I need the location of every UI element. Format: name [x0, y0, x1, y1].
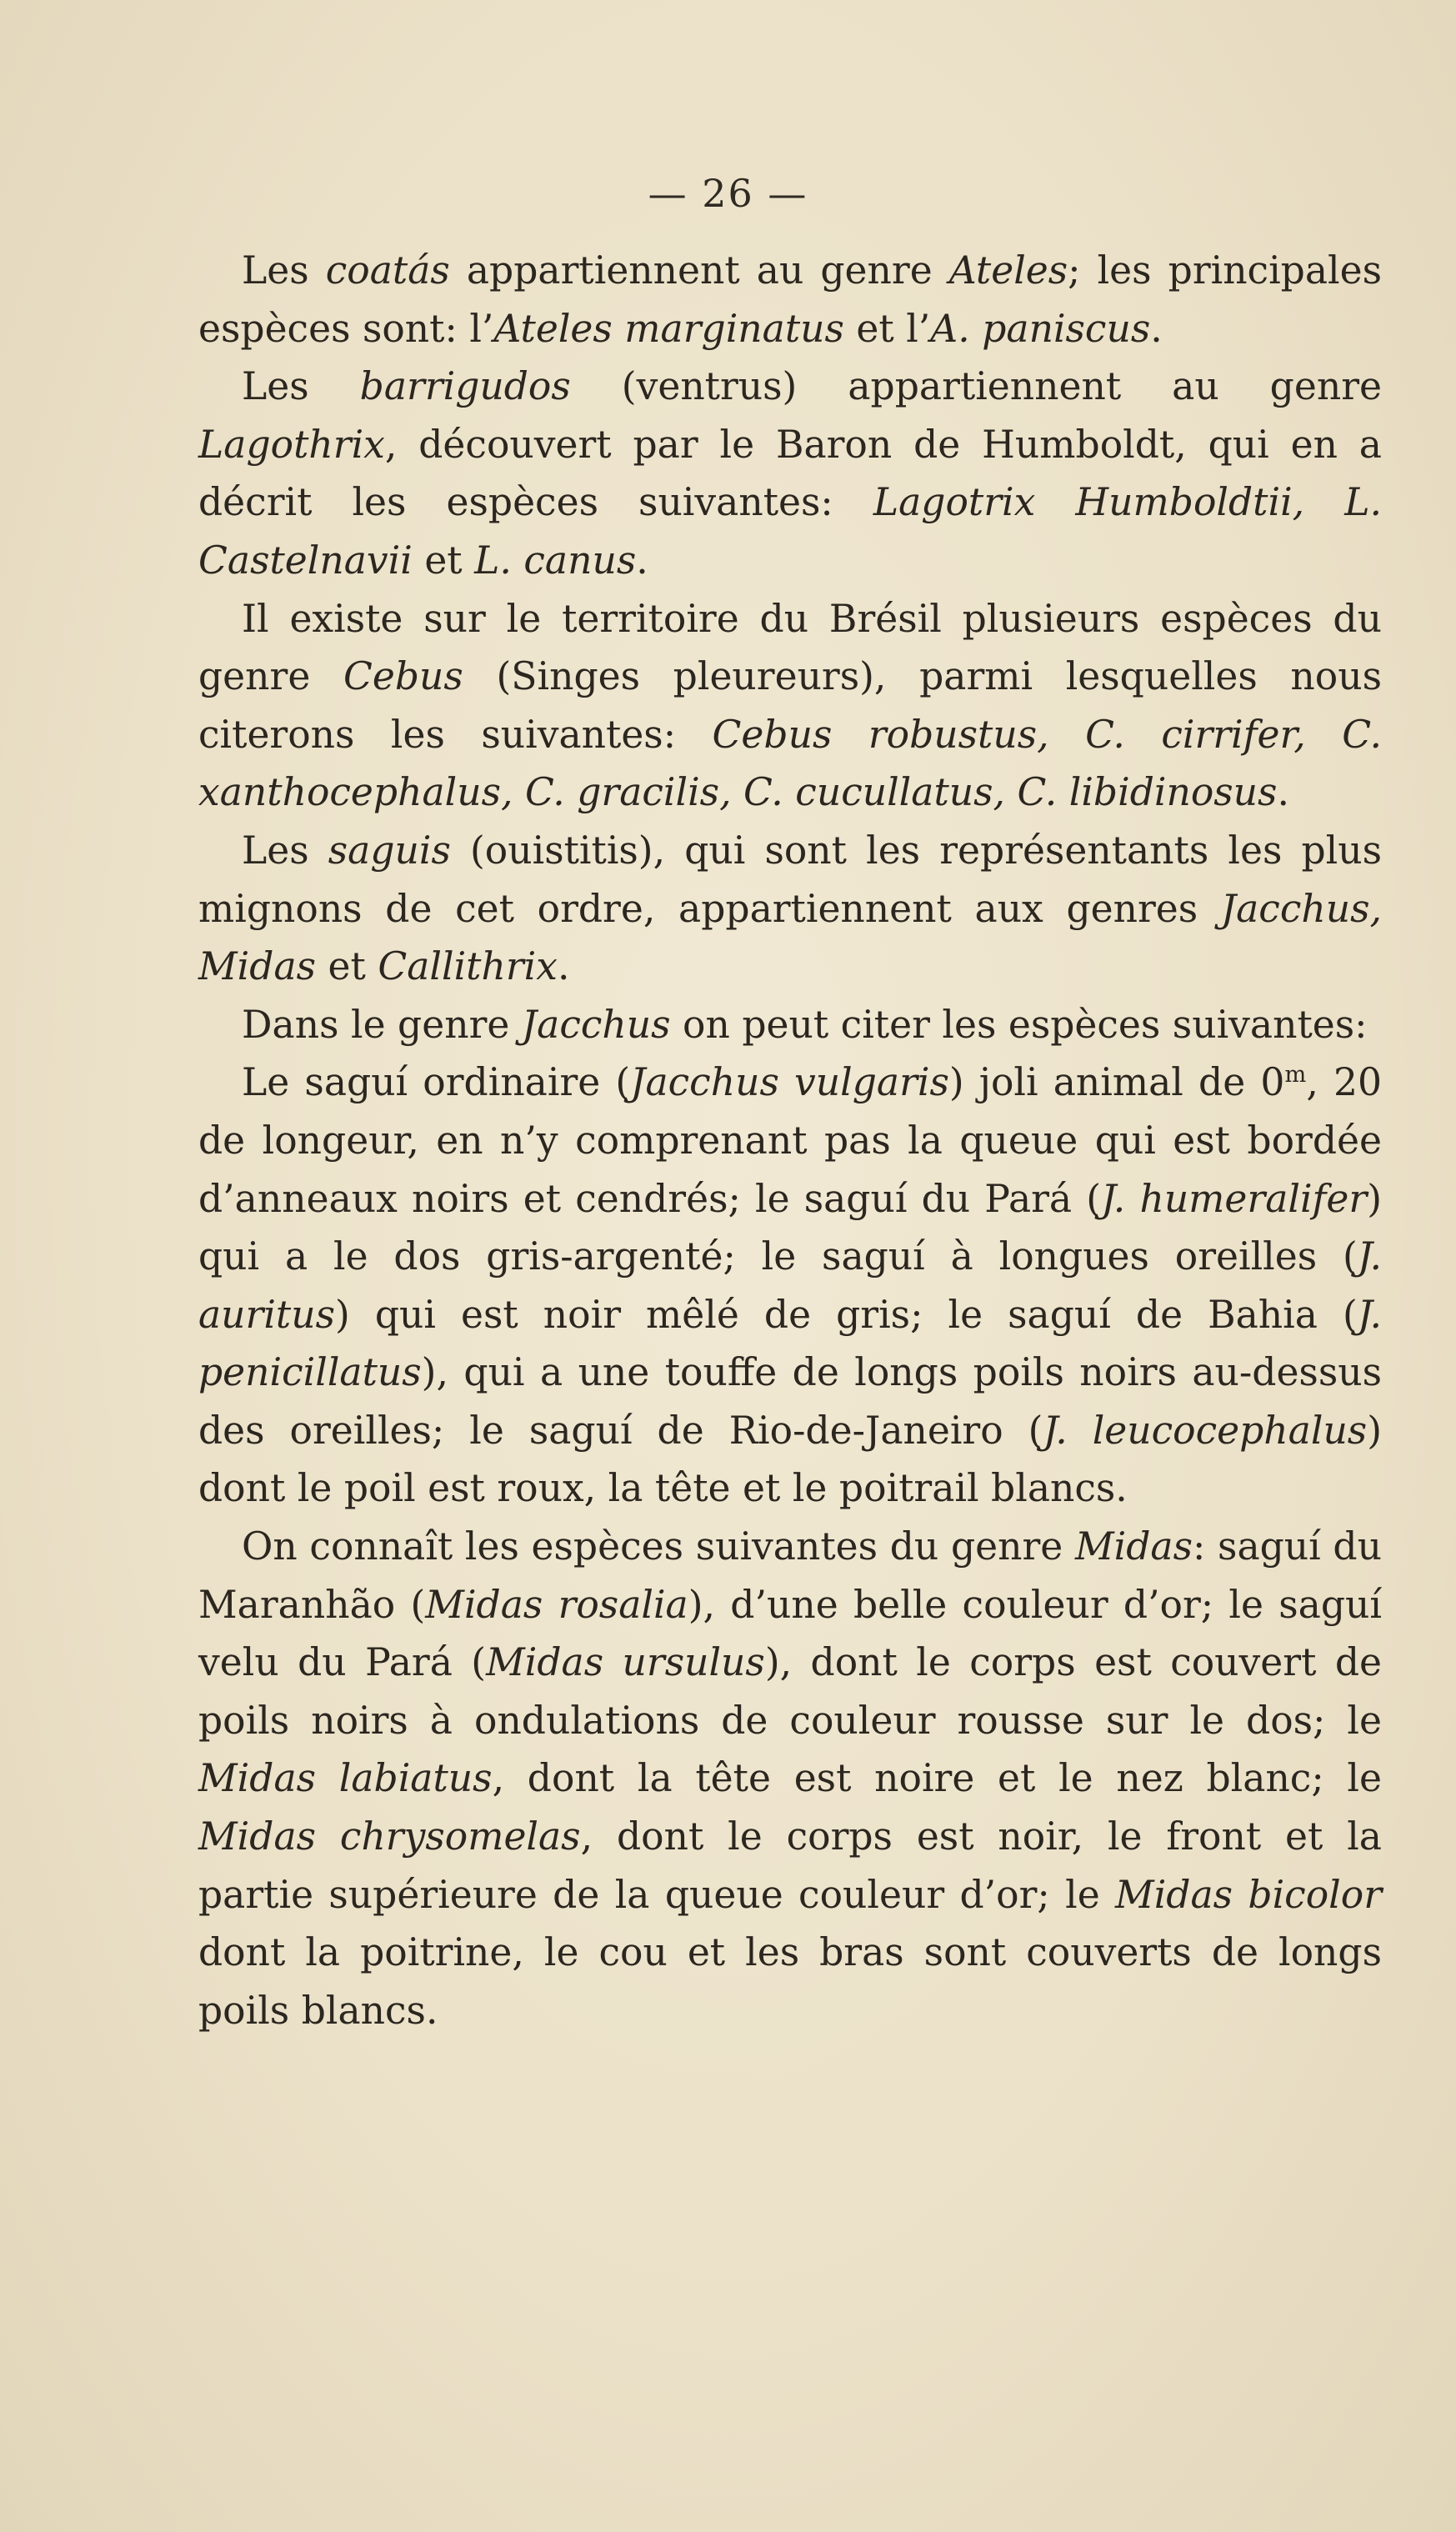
page-body-text	[198, 242, 1382, 2039]
text-run: ) qui est noir mêlé de gris; le saguí de Bahia (	[335, 1292, 1358, 1337]
text-run: et	[316, 944, 378, 989]
text-run: Le saguí ordinaire (	[242, 1060, 631, 1105]
text-run: ), dont le corps est couvert de poils noirs à ondulations de couleur rousse sur le dos; le	[198, 1640, 1382, 1743]
italic-text: Midas	[1074, 1524, 1193, 1569]
text-run: , dont le corps est noir, le front et la partie supérieure de la queue couleur d’or; le	[198, 1814, 1382, 1917]
paragraph	[198, 996, 1382, 1054]
text-run: et	[412, 538, 475, 583]
paragraph	[198, 590, 1382, 822]
text-run: Les	[242, 248, 326, 293]
paragraph	[198, 242, 1382, 358]
italic-text: saguis	[328, 828, 451, 873]
text-run: Il existe sur le territoire du Brésil plusieurs espèces du genre	[198, 596, 1382, 699]
text-run: ) joli animal de 0	[948, 1060, 1285, 1105]
text-run: Dans le genre	[242, 1002, 522, 1047]
paragraph	[198, 822, 1382, 996]
italic-text: Midas ursulus	[486, 1640, 765, 1685]
italic-text: J. humeralifer	[1101, 1176, 1368, 1221]
text-run: Les	[242, 364, 360, 409]
text-run: , découvert par le Baron de Humboldt, qui en a décrit les espèces suivantes:	[198, 422, 1382, 525]
italic-text: J. penicillatus	[198, 1292, 1382, 1395]
text-run: On connaît les espèces suivantes du genre	[242, 1524, 1075, 1569]
text-run: , 20 de longeur, en n’y comprenant pas la queue qui est bordée d’anneaux noirs et cendrés; le saguí du Pará (	[198, 1060, 1382, 1221]
italic-text: Ateles	[948, 248, 1068, 293]
paragraph	[198, 358, 1382, 589]
text-run: on peut citer les espèces suivantes:	[670, 1002, 1368, 1047]
italic-text: Midas bicolor	[1115, 1872, 1382, 1917]
italic-text: Cebus robustus, C. cirrifer, C. xanthocephalus, C. gracilis, C. cucullatus, C. libidinosus	[198, 712, 1382, 815]
text-run: (Singes pleureurs), parmi lesquelles nous citerons les suivantes:	[198, 654, 1382, 757]
page-number: — 26 —	[648, 171, 808, 216]
text-run: : saguí du Maranhão (	[198, 1524, 1382, 1627]
italic-text: A. paniscus	[930, 306, 1151, 351]
italic-text: coatás	[325, 248, 450, 293]
italic-text: Midas chrysomelas	[198, 1814, 581, 1859]
paragraph	[198, 1053, 1382, 1518]
text-run: Les	[242, 828, 328, 873]
text-run: , dont la tête est noire et le nez blanc; le	[492, 1756, 1382, 1801]
text-run: ; les principales espèces sont: l’	[198, 248, 1383, 351]
superscript-text: m	[1284, 1062, 1307, 1088]
text-run: ), qui a une touffe de longs poils noirs au-dessus des oreilles; le saguí de Rio-de-Janeiro (	[198, 1350, 1382, 1453]
text-run: .	[1277, 770, 1289, 815]
text-run: ) qui a le dos gris-argenté; le saguí à longues oreilles (	[198, 1176, 1382, 1279]
italic-text: Cebus	[343, 654, 463, 699]
italic-text: Midas rosalia	[425, 1582, 688, 1627]
text-run: .	[557, 944, 570, 989]
paragraph	[198, 1518, 1382, 2039]
italic-text: Jacchus	[521, 1002, 671, 1047]
italic-text: Jacchus vulgaris	[630, 1060, 949, 1105]
italic-text: L. canus	[474, 538, 637, 583]
italic-text: Jacchus, Midas	[198, 886, 1382, 989]
italic-text: Lagotrix Humboldtii, L. Castelnavii	[198, 480, 1382, 583]
italic-text: Lagothrix	[198, 422, 385, 467]
text-run: ), d’une belle couleur d’or; le saguí velu du Pará (	[198, 1582, 1382, 1685]
text-run: (ventrus) appartiennent au genre	[570, 364, 1382, 409]
text-run: .	[636, 538, 648, 583]
text-run: appartiennent au genre	[449, 248, 949, 293]
text-run: ) dont le poil est roux, la tête et le poitrail blancs.	[198, 1408, 1382, 1511]
italic-text: Callithrix	[378, 944, 558, 989]
text-run: dont la poitrine, le cou et les bras sont couverts de longs poils blancs.	[198, 1930, 1382, 2033]
italic-text: barrigudos	[359, 364, 571, 409]
text-run: .	[1150, 306, 1163, 351]
text-run: (ouistitis), qui sont les représentants les plus mignons de cet ordre, appartiennent aux genres	[198, 828, 1382, 931]
italic-text: Midas labiatus	[198, 1756, 493, 1801]
italic-text: Ateles marginatus	[493, 306, 844, 351]
italic-text: J. auritus	[198, 1234, 1382, 1337]
italic-text: J. leucocephalus	[1043, 1408, 1368, 1453]
text-run: et l’	[843, 306, 931, 351]
